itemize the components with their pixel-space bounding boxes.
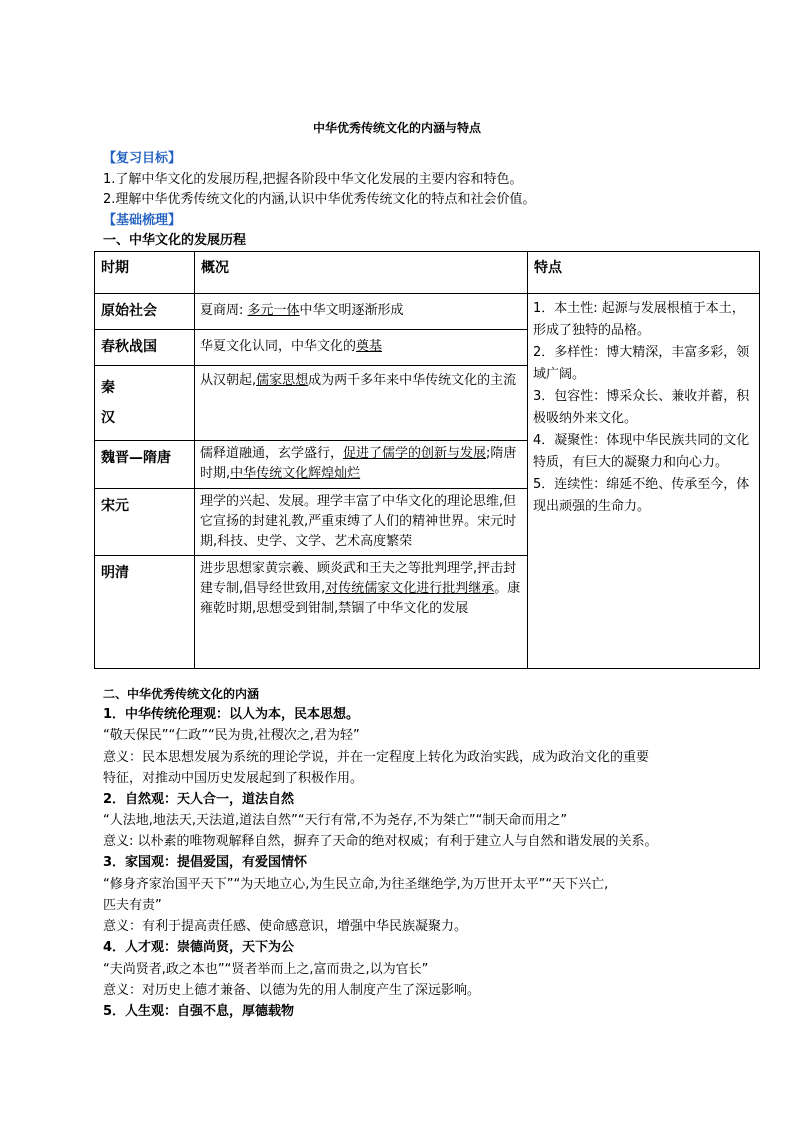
goal-2: 2.理解中华优秀传统文化的内涵,认识中华优秀传统文化的特点和社会价值。: [103, 192, 536, 207]
goal-1: 1.了解中华文化的发展历程,把握各阶段中华文化发展的主要内容和特色。: [103, 172, 523, 187]
period-cell: 魏晋—隋唐: [95, 441, 195, 489]
overview-cell: 理学的兴起、发展。理学丰富了中华文化的理论思维,但它宣扬的封建礼教,严重束缚了人们的精神世界。宋元时期,科技、史学、文学、艺术高度繁荣: [195, 489, 528, 556]
item-quote: 匹夫有责”: [103, 898, 162, 913]
section2-title: 二、中华优秀传统文化的内涵: [103, 687, 260, 701]
feature-item: 1．本土性: 起源与发展根植于本土，形成了独特的品格。: [533, 301, 745, 338]
item-heading: 4．人才观：崇德尚贤，天下为公: [103, 940, 295, 955]
item-heading: 2．自然观：天人合一，道法自然: [103, 792, 295, 807]
overview-cell: 从汉朝起,儒家思想成为两千多年来中华传统文化的主流: [195, 366, 528, 441]
basics-heading: 【基础梳理】: [103, 213, 182, 228]
overview-cell: 夏商周: 多元一体中华文明逐渐形成: [195, 294, 528, 330]
feature-item: 4．凝聚性：体现中华民族共同的文化特质，有巨大的凝聚力和向心力。: [533, 433, 750, 470]
item-quote: “修身齐家治国平天下”“为天地立心,为生民立命,为往圣继绝学,为万世开太平”“天下兴亡,: [103, 877, 609, 892]
item-quote: “夫尚贤者,政之本也”“贤者举而上之,富而贵之,以为官长”: [103, 962, 429, 977]
table-row: [95, 294, 760, 330]
item-quote: “人法地,地法天,天法道,道法自然”“天行有常,不为尧存,不为桀亡”“制天命而用之”: [103, 813, 568, 828]
header-period: 时期: [95, 252, 195, 294]
overview-cell: 儒释道融通，玄学盛行，促进了儒学的创新与发展;隋唐时期,中华传统文化辉煌灿烂: [195, 441, 528, 489]
overview-cell: 进步思想家黄宗羲、顾炎武和王夫之等批判理学,抨击封建专制,倡导经世致用,对传统儒家文化进行批判继承。康雍乾时期,思想受到钳制,禁锢了中华文化的发展: [195, 556, 528, 669]
page-title: 中华优秀传统文化的内涵与特点: [312, 121, 481, 135]
history-table: [94, 251, 760, 669]
feature-item: 5．连续性：绵延不绝、传承至今，体现出顽强的生命力。: [533, 477, 750, 514]
overview-cell: 华夏文化认同，中华文化的奠基: [195, 330, 528, 366]
period-cell: 春秋战国: [95, 330, 195, 366]
item-heading: 3．家国观：提倡爱国，有爱国情怀: [103, 855, 308, 870]
period-cell: 明清: [95, 556, 195, 669]
item-meaning: 意义：对历史上德才兼备、以德为先的用人制度产生了深远影响。: [103, 983, 481, 998]
item-heading: 1．中华传统伦理观：以人为本，民本思想。: [103, 707, 360, 722]
features-cell: [528, 294, 760, 669]
item-meaning: 意义: 以朴素的唯物观解释自然，摒弃了天命的绝对权威；有利于建立人与自然和谐发展的关系。: [103, 834, 658, 849]
item-heading: 5．人生观：自强不息，厚德载物: [103, 1004, 295, 1019]
review-goals-heading: 【复习目标】: [103, 151, 182, 166]
header-features: 特点: [528, 252, 760, 294]
period-cell: 秦 汉: [95, 366, 195, 441]
item-meaning: 特征，对推动中国历史发展起到了积极作用。: [103, 771, 364, 786]
item-meaning: 意义：有利于提高责任感、使命感意识，增强中华民族凝聚力。: [103, 919, 468, 934]
period-cell: 宋元: [95, 489, 195, 556]
feature-item: 2．多样性：博大精深，丰富多彩，领域广阔。: [533, 345, 750, 382]
item-meaning: 意义：民本思想发展为系统的理论学说，并在一定程度上转化为政治实践，成为政治文化的重要: [103, 750, 650, 765]
period-cell: 原始社会: [95, 294, 195, 330]
table-header-row: [95, 252, 760, 294]
section1-title: 一、中华文化的发展历程: [103, 233, 247, 248]
header-overview: 概况: [195, 252, 528, 294]
feature-item: 3．包容性：博采众长、兼收并蓄，积极吸纳外来文化。: [533, 389, 750, 426]
item-quote: “敬天保民”“仁政”“民为贵,社稷次之,君为轻”: [103, 728, 360, 743]
